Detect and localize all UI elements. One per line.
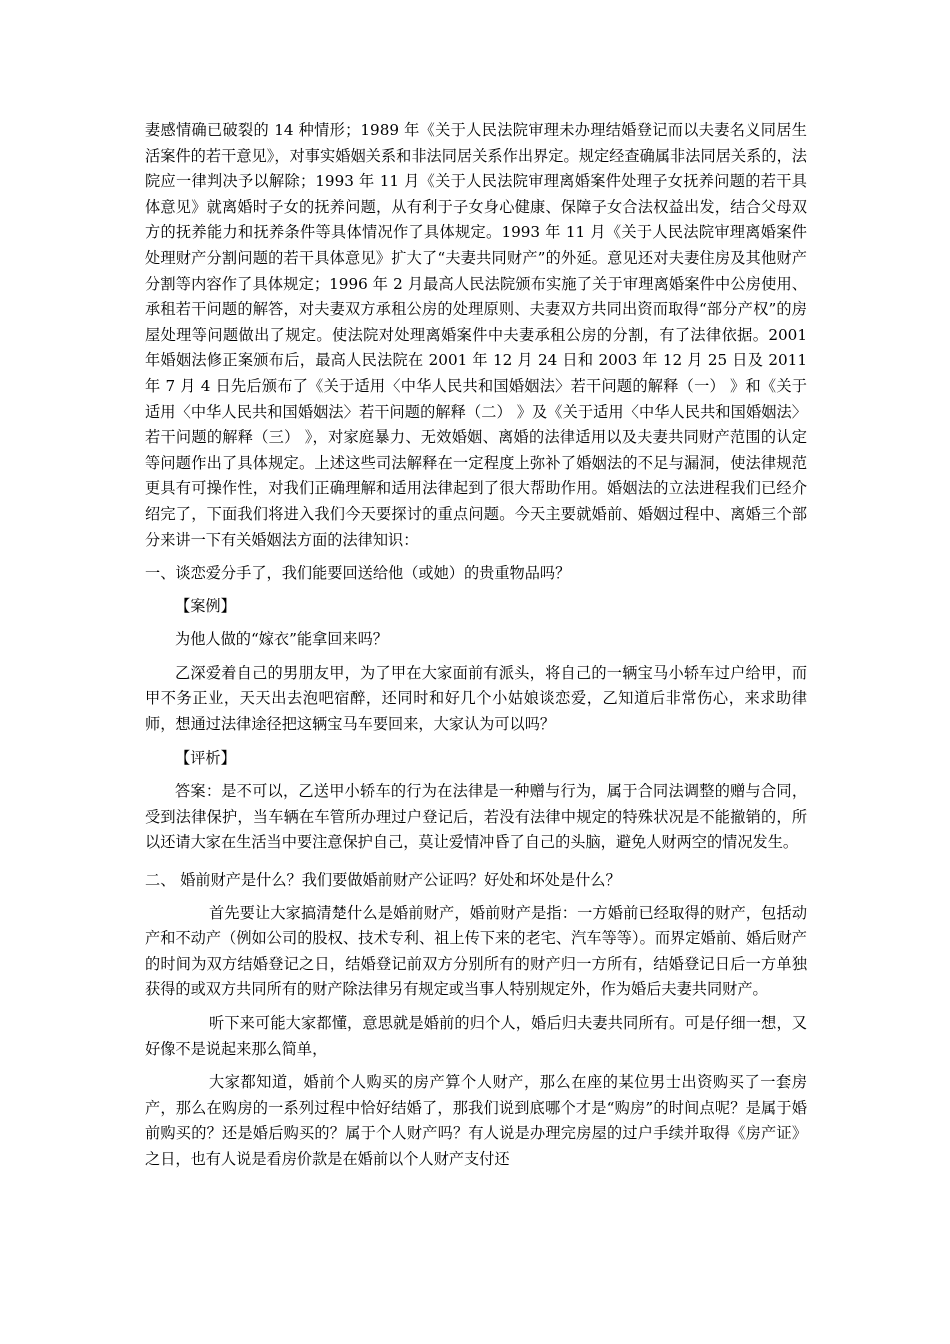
case-title: 为他人做的“嫁衣”能拿回来吗？ — [175, 630, 388, 649]
section-1-heading: 一、谈恋爱分手了，我们能要回送给他（或她）的贵重物品吗？ — [145, 564, 571, 583]
analysis-tag: 【评析】 — [175, 748, 236, 767]
analysis-text: 答案：是不可以，乙送甲小轿车的行为在法律是一种赠与行为，属于合同法调整的赠与合同，受到法律保护，当车辆在车管所办理过户登记后，若没有法律中规定的特殊状况是不能撤销的，所以还请大家在生活当中要注意保护自己，莫让爱情冲昏了自己的头脑，避免人财两空的情况发生。 — [145, 782, 807, 852]
document-page — [145, 118, 807, 1173]
section-2-heading: 二、 婚前财产是什么？我们要做婚前财产公证吗？好处和坏处是什么？ — [145, 871, 621, 890]
intro-paragraph: 妻感情确已破裂的 14 种情形；1989 年《关于人民法院审理未办理结婚登记而以夫妻名义同居生活案件的若干意见》，对事实婚姻关系和非法同居关系作出界定。规定经查确属非法同居关系的，法院应一律判决予以解除；1993 年 11 月《关于人民法院审理离婚案件处理子女抚养问题的若干具体意见》就离婚时子女的抚养问题，从有利于子女身心健康、保障子女合法权益出发，结合父母双方的抚养能力和抚养条件等具体情况作了具体规定。1993 年 11 月《关于人民法院审理离婚案件处理财产分割问题的若干具体意见》扩大了“夫妻共同财产”的外延。意见还对夫妻住房及其他财产分割等内容作了具体规定；1996 年 2 月最高人民法院颁布实施了关于审理离婚案件中公房使用、承租若干问题的解答，对夫妻双方承租公房的处理原则、夫妻双方共同出资而取得“部分产权”的房屋处理等问题做出了规定。使法院对处理离婚案件中夫妻承租公房的分割，有了法律依据。2001 年婚姻法修正案颁布后，最高人民法院在 2001 年 12 月 24 日和 2003 年 12 月 25 日及 2011 年 7 月 4 日先后颁布了《关于适用〈中华人民共和国婚姻法〉若干问题的解释（一） 》和《关于适用〈中华人民共和国婚姻法〉若干问题的解释（二） 》及《关于适用〈中华人民共和国婚姻法〉若干问题的解释（三） 》，对家庭暴力、无效婚姻、离婚的法律适用以及夫妻共同财产范围的认定等问题作出了具体规定。上述这些司法解释在一定程度上弥补了婚姻法的不足与漏洞，使法律规范更具有可操作性，对我们正确理解和适用法律起到了很大帮助作用。婚姻法的立法进程我们已经介绍完了，下面我们将进入我们今天要探讨的重点问题。今天主要就婚前、婚姻过程中、离婚三个部分来讲一下有关婚姻法方面的法律知识： — [145, 121, 807, 549]
section-2-paragraph-1: 首先要让大家搞清楚什么是婚前财产，婚前财产是指：一方婚前已经取得的财产，包括动产和不动产（例如公司的股权、技术专利、祖上传下来的老宅、汽车等等）。而界定婚前、婚后财产的时间为双方结婚登记之日，结婚登记前双方分别所有的财产归一方所有，结婚登记日后一方单独获得的或双方共同所有的财产除法律另有规定或当事人特别规定外，作为婚后夫妻共同财产。 — [145, 903, 807, 999]
case-tag: 【案例】 — [175, 596, 236, 615]
section-2-paragraph-3: 大家都知道，婚前个人购买的房产算个人财产，那么在座的某位男士出资购买了一套房产，那么在购房的一系列过程中恰好结婚了，那我们说到底哪个才是“购房”的时间点呢？是属于婚前购买的？还是婚后购买的？属于个人财产吗？有人说是办理完房屋的过户手续并取得《房产证》之日，也有人说是看房价款是在婚前以个人财产支付还 — [145, 1073, 807, 1168]
case-text: 乙深爱着自己的男朋友甲，为了甲在大家面前有派头，将自己的一辆宝马小轿车过户给甲，而甲不务正业，天天出去泡吧宿醉，还同时和好几个小姑娘谈恋爱，乙知道后非常伤心，来求助律师，想通过法律途径把这辆宝马车要回来，大家认为可以吗？ — [145, 663, 807, 734]
section-2-paragraph-2: 听下来可能大家都懂，意思就是婚前的归个人，婚后归夫妻共同所有。可是仔细一想，又好像不是说起来那么简单， — [145, 1014, 807, 1058]
